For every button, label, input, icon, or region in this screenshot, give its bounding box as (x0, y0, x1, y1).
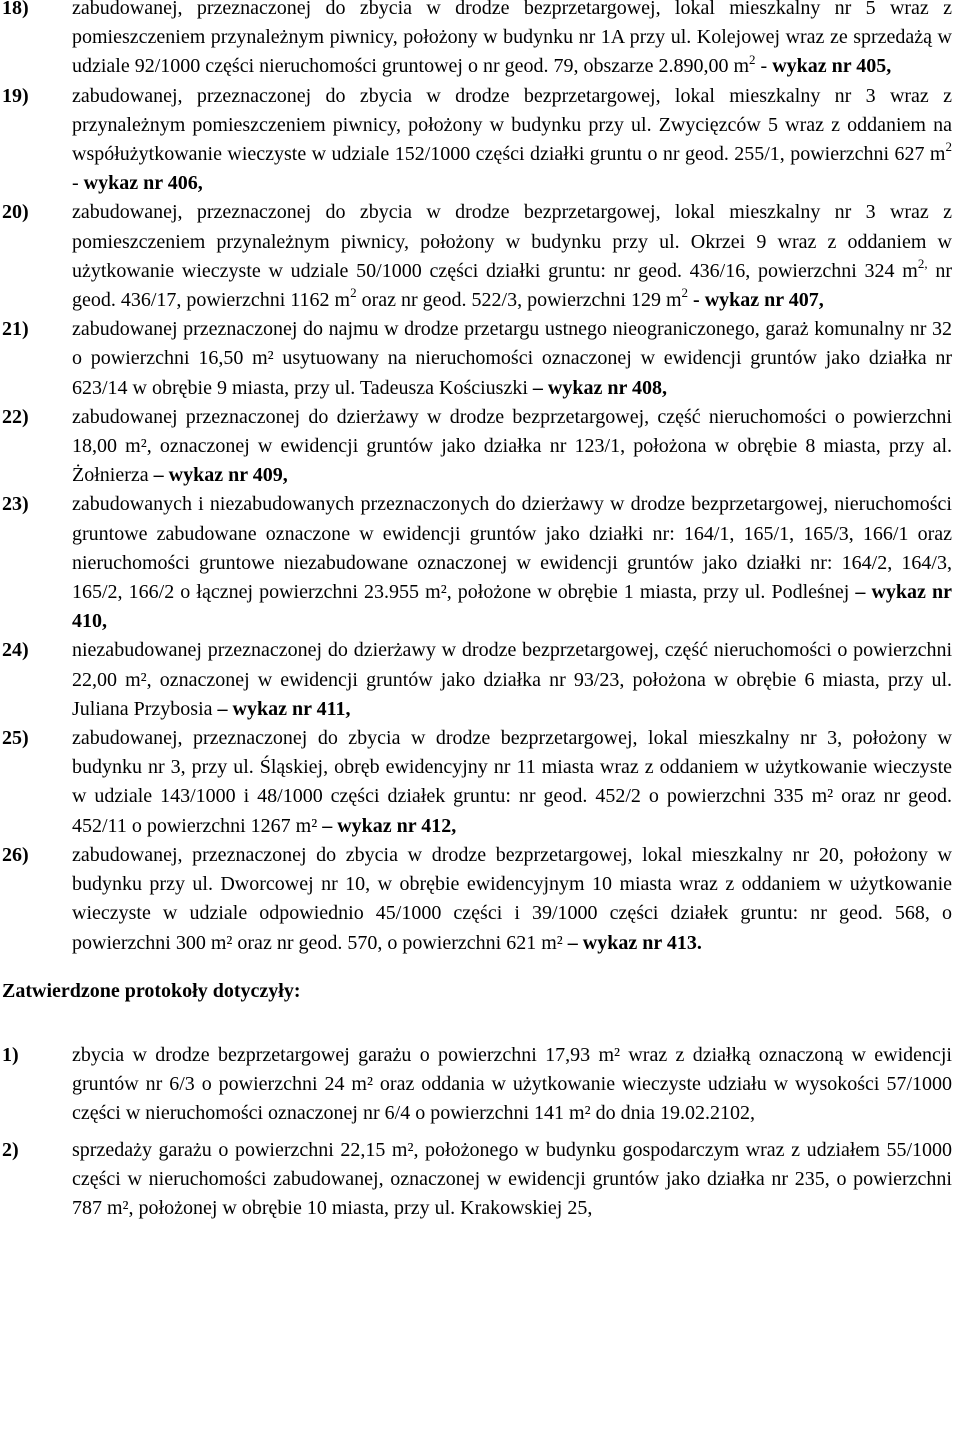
item-text: zabudowanej przeznaczonej do dzierżawy w drodze bezprzetargowej, część nieruchomości o powierzchni 18,00 m², oznaczonej w ewidencji gruntów jako działka nr 123/1, położona w obrębie 8 miasta, przy al. Żołnierza – wykaz nr 409, (72, 405, 952, 487)
wykaz-ref: wykaz nr 411, (232, 697, 351, 720)
item-number: 1) (2, 1043, 19, 1066)
wykaz-ref: wykaz nr 410, (72, 581, 953, 633)
wykaz-ref: wykaz nr 413. (582, 931, 702, 954)
wykaz-ref: wykaz nr 412, (337, 814, 457, 837)
list-item-18 (2, 0, 952, 82)
protocol-item-1 (2, 1041, 952, 1129)
item-text: zabudowanych i niezabudowanych przeznaczonych do dzierżawy w drodze bezprzetargowej, nieruchomości gruntowe zabudowane oznaczone w ewidencji gruntów jako działki nr: 164/1, 165/1, 165/3, 166/1 oraz nieruchomości gruntowe niezabudowane oznaczonej w ewidencji gruntów jako działki nr: 164/2, 164/3, 165/2, 166/2 o łącznej powierzchni 23.955 m², położone w obrębie 1 miasta, przy ul. Podleśnej – wykaz nr 410, (72, 493, 953, 633)
wykaz-ref: wykaz nr 406, (83, 172, 203, 195)
wykaz-ref: - wykaz nr 407, (693, 289, 824, 312)
wykaz-ref: wykaz nr 408, (547, 376, 667, 399)
item-text: zabudowanej, przeznaczonej do zbycia w drodze bezprzetargowej, lokal mieszkalny nr 5 wraz z pomieszczeniem przynależnym piwnicy, położony w budynku nr 1A przy ul. Kolejowej wraz ze sprzedażą w udziale 92/1000 części nieruchomości gruntowej o nr geod. 79, obszarze 2.890,00 $m^2$ - wykaz nr 405, (72, 0, 952, 78)
item-text: zabudowanej, przeznaczonej do zbycia w drodze bezprzetargowej, lokal mieszkalny nr 3 wraz z przynależnym pomieszczeniem piwnicy, położony w budynku przy ul. Zwycięzców 5 wraz z oddaniem na współużytkowanie wieczyste w udziale 152/1000 części działki gruntu o nr geod. 255/1, powierzchni 627 $m^2$ - wykaz nr 406, (72, 84, 952, 195)
list-item-24 (2, 636, 952, 724)
item-number: 18) (2, 0, 29, 19)
list-item-21 (2, 315, 952, 403)
item-number: 2) (2, 1138, 19, 1161)
item-text: zabudowanej, przeznaczonej do zbycia w drodze bezprzetargowej, lokal mieszkalny nr 3, położony w budynku nr 3, przy ul. Śląskiej, obręb ewidencyjny nr 11 miasta wraz z oddaniem w użytkowanie wieczyste w udziale 143/1000 i 48/1000 części działek gruntu: nr geod. 452/2 o powierzchni 335 m² oraz nr geod. 452/11 o powierzchni 1267 m² – wykaz nr 412, (72, 727, 952, 837)
item-number: 19) (2, 84, 29, 107)
item-text: zabudowanej, przeznaczonej do zbycia w drodze bezprzetargowej, lokal mieszkalny nr 20, położony w budynku przy ul. Dworcowej nr 10, w obrębie ewidencyjnym 10 miasta wraz z oddaniem w użytkowanie wieczyste w udziale odpowiednio 45/1000 części i 39/1000 części działek gruntu: nr geod. 568, o powierzchni 300 m² oraz nr geod. 570, o powierzchni 621 m² – wykaz nr 413. (72, 843, 952, 954)
protocol-list (2, 1041, 952, 1223)
protocol-item-2 (2, 1136, 952, 1224)
item-number: 26) (2, 843, 29, 866)
item-text: zabudowanej, przeznaczonej do zbycia w drodze bezprzetargowej, lokal mieszkalny nr 3 wraz z pomieszczeniem przynależnym piwnicy, położony w budynku przy ul. Okrzei 9 wraz z oddaniem w użytkowanie wieczyste w udziale 50/1000 części działki gruntu: nr geod. 436/16, powierzchni 324 $m^{2,}$ nr geod. 436/17, powierzchni 1162 $m^2$ oraz nr geod. 522/3, powierzchni 129 $m^2$ - wykaz nr 407, (72, 201, 952, 312)
item-text: zabudowanej przeznaczonej do najmu w drodze przetargu ustnego nieograniczonego, garaż komunalny nr 32 o powierzchni 16,50 m² usytuowany na nieruchomości oznaczonej w ewidencji gruntów jako działka nr 623/14 w obrębie 9 miasta, przy ul. Tadeusza Kościuszki – wykaz nr 408, (72, 318, 952, 399)
wykaz-ref: wykaz nr 409, (168, 464, 288, 487)
item-number: 21) (2, 318, 29, 341)
list-item-23 (2, 490, 952, 636)
item-text: niezabudowanej przeznaczonej do dzierżawy w drodze bezprzetargowej, część nieruchomości o powierzchni 22,00 m², oznaczonej w ewidencji gruntów jako działka nr 93/23, położona w obrębie 6 miasta, przy ul. Juliana Przybosia – wykaz nr 411, (72, 639, 952, 720)
list-item-25 (2, 724, 952, 841)
list-item-19 (2, 82, 952, 199)
list-item-22 (2, 403, 952, 491)
item-number: 20) (2, 201, 29, 224)
section-heading: Zatwierdzone protokoły dotyczyły: (2, 979, 301, 1002)
wykaz-ref: wykaz nr 405, (772, 55, 892, 78)
property-list (2, 0, 952, 958)
item-number: 23) (2, 493, 29, 516)
item-text: zbycia w drodze bezprzetargowej garażu o powierzchni 17,93 m² wraz z działką oznaczoną w ewidencji gruntów nr 6/3 o powierzchni 24 m² oraz oddania w użytkowanie wieczyste udziału w wysokości 57/1000 części w nieruchomości oznaczonej nr 6/4 o powierzchni 141 m² do dnia 19.02.2102, (72, 1043, 952, 1125)
item-number: 22) (2, 405, 29, 428)
item-number: 25) (2, 727, 29, 750)
item-text: sprzedaży garażu o powierzchni 22,15 m², położonego w budynku gospodarczym wraz z udziałem 55/1000 części w nieruchomości zabudowanej, oznaczonej w ewidencji gruntów jako działka nr 235, o powierzchni 787 m², położonej w obrębie 10 miasta, przy ul. Krakowskiej 25, (72, 1138, 952, 1219)
list-item-20 (2, 198, 952, 315)
item-number: 24) (2, 639, 29, 662)
list-item-26 (2, 841, 952, 958)
